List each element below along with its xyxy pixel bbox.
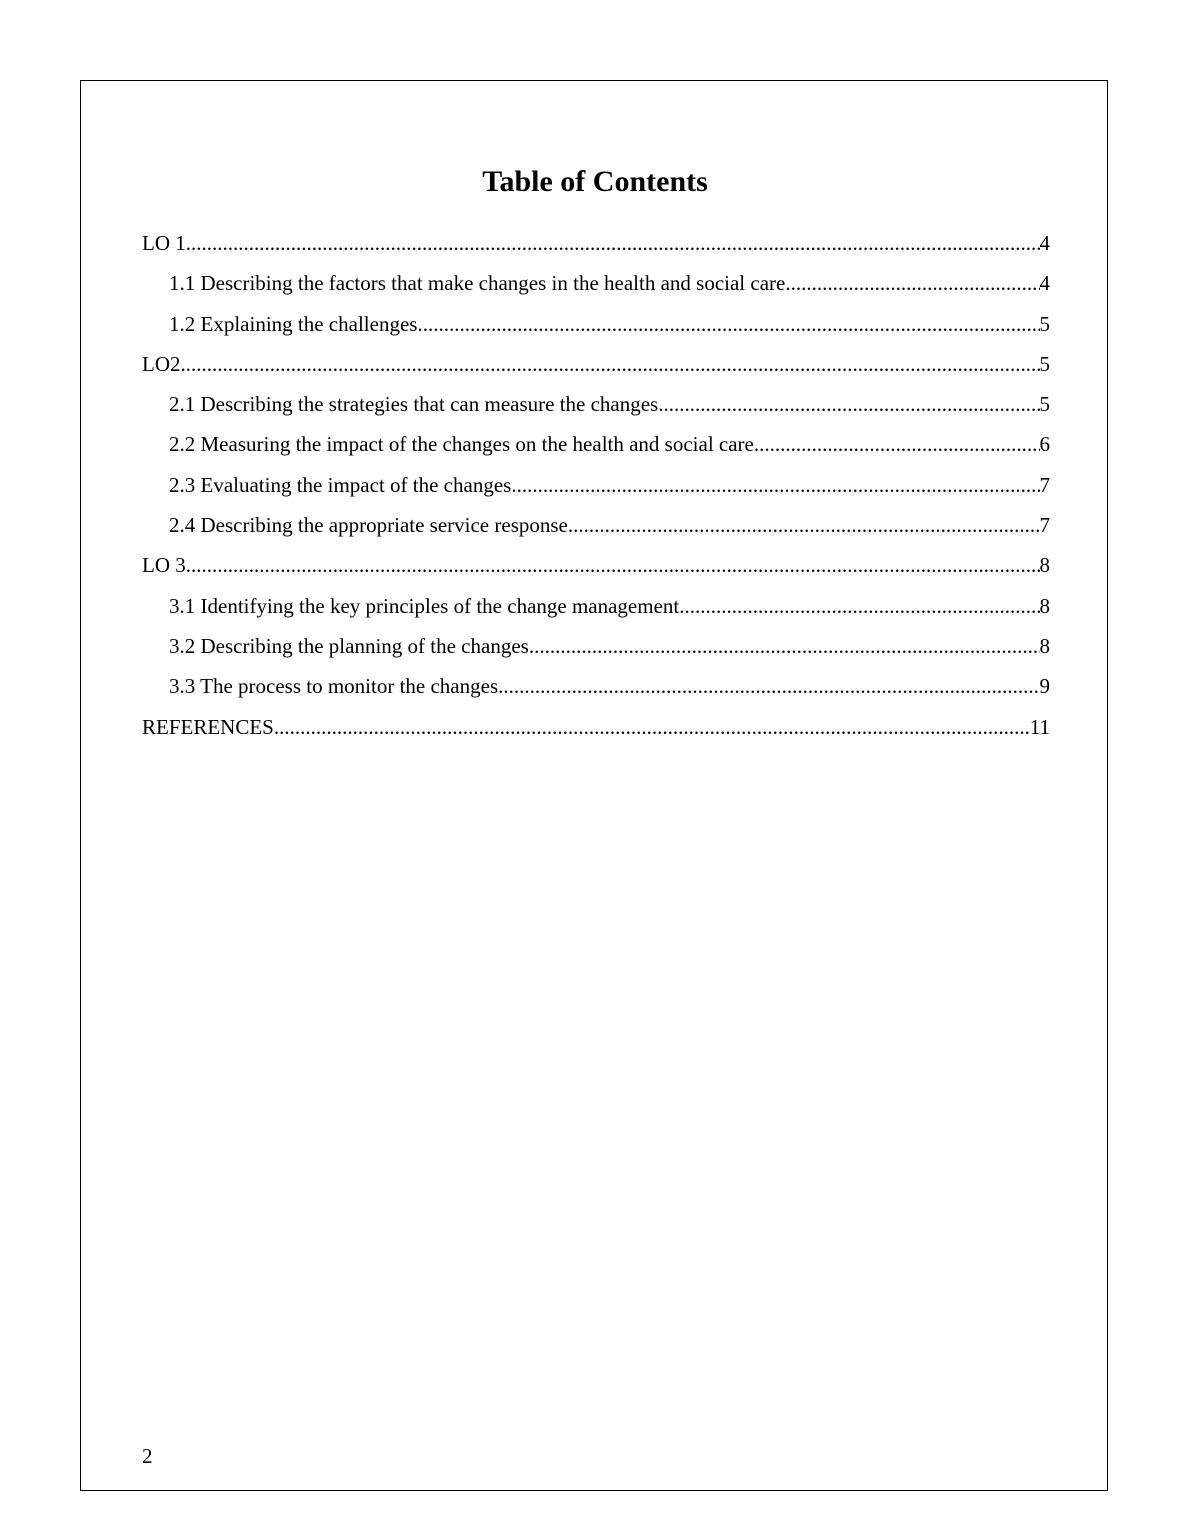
toc-entry-label: 3.1 Identifying the key principles of the change management: [169, 593, 680, 618]
toc-entry-label: 1.1 Describing the factors that make changes in the health and social care: [169, 271, 786, 296]
toc-entry-page: 6: [1039, 432, 1050, 457]
toc-entry-page: 5: [1039, 311, 1050, 336]
toc-entry-label: 2.2 Measuring the impact of the changes on the health and social care: [169, 432, 754, 457]
toc-entry-1-2[interactable]: [142, 309, 1050, 349]
toc-title: Table of Contents: [482, 165, 708, 198]
toc-entry-page: 5: [1039, 392, 1050, 417]
dot-leader: [679, 591, 1039, 621]
toc-entry-lo2[interactable]: [142, 349, 1050, 389]
toc-entry-label: 3.2 Describing the planning of the changes: [169, 633, 529, 658]
toc-entry-references[interactable]: [142, 712, 1050, 752]
dot-leader: [511, 470, 1039, 500]
toc-entry-page: 4: [1039, 271, 1050, 296]
toc-entry-3-1[interactable]: [142, 591, 1050, 631]
toc-entry-page: 11: [1029, 714, 1050, 739]
toc-entry-lo1[interactable]: [142, 228, 1050, 268]
toc-entry-page: 8: [1039, 633, 1050, 658]
toc-entry-label: 1.2 Explaining the challenges: [169, 311, 418, 336]
toc-entry-3-3[interactable]: [142, 671, 1050, 711]
toc-entry-2-4[interactable]: [142, 510, 1050, 550]
toc-entry-lo3[interactable]: [142, 550, 1050, 590]
dot-leader: [181, 349, 1040, 379]
toc-entry-page: 4: [1039, 231, 1050, 255]
toc-entry-label: 2.4 Describing the appropriate service response: [169, 513, 568, 538]
toc-entry-page: 5: [1039, 351, 1050, 376]
toc-entry-2-1[interactable]: [142, 389, 1050, 429]
toc-entry-2-3[interactable]: [142, 470, 1050, 510]
toc-entry-label: 2.3 Evaluating the impact of the changes: [169, 472, 512, 497]
dot-leader: [186, 228, 1040, 258]
page-number: 2: [142, 1444, 153, 1468]
toc-entry-1-1[interactable]: [142, 268, 1050, 308]
dot-leader: [498, 671, 1039, 701]
toc-entry-page: 9: [1039, 674, 1050, 699]
table-of-contents: [142, 228, 1050, 752]
toc-entry-page: 8: [1039, 593, 1050, 618]
toc-entry-label: LO 1: [142, 231, 186, 255]
toc-entry-3-2[interactable]: [142, 631, 1050, 671]
dot-leader: [529, 631, 1040, 661]
dot-leader: [658, 389, 1039, 419]
dot-leader: [186, 550, 1040, 580]
dot-leader: [568, 510, 1040, 540]
toc-entry-label: 3.3 The process to monitor the changes: [169, 674, 499, 699]
dot-leader: [785, 268, 1039, 298]
toc-entry-2-2[interactable]: [142, 429, 1050, 469]
dot-leader: [754, 429, 1040, 459]
toc-entry-page: 7: [1039, 513, 1050, 538]
dot-leader: [417, 309, 1039, 339]
toc-entry-label: LO2: [142, 351, 181, 376]
toc-entry-label: LO 3: [142, 553, 186, 578]
toc-entry-label: 2.1 Describing the strategies that can measure the changes: [169, 392, 659, 417]
toc-entry-label: REFERENCES: [142, 714, 274, 739]
toc-entry-page: 7: [1039, 472, 1050, 497]
dot-leader: [274, 712, 1030, 742]
toc-entry-page: 8: [1039, 553, 1050, 578]
